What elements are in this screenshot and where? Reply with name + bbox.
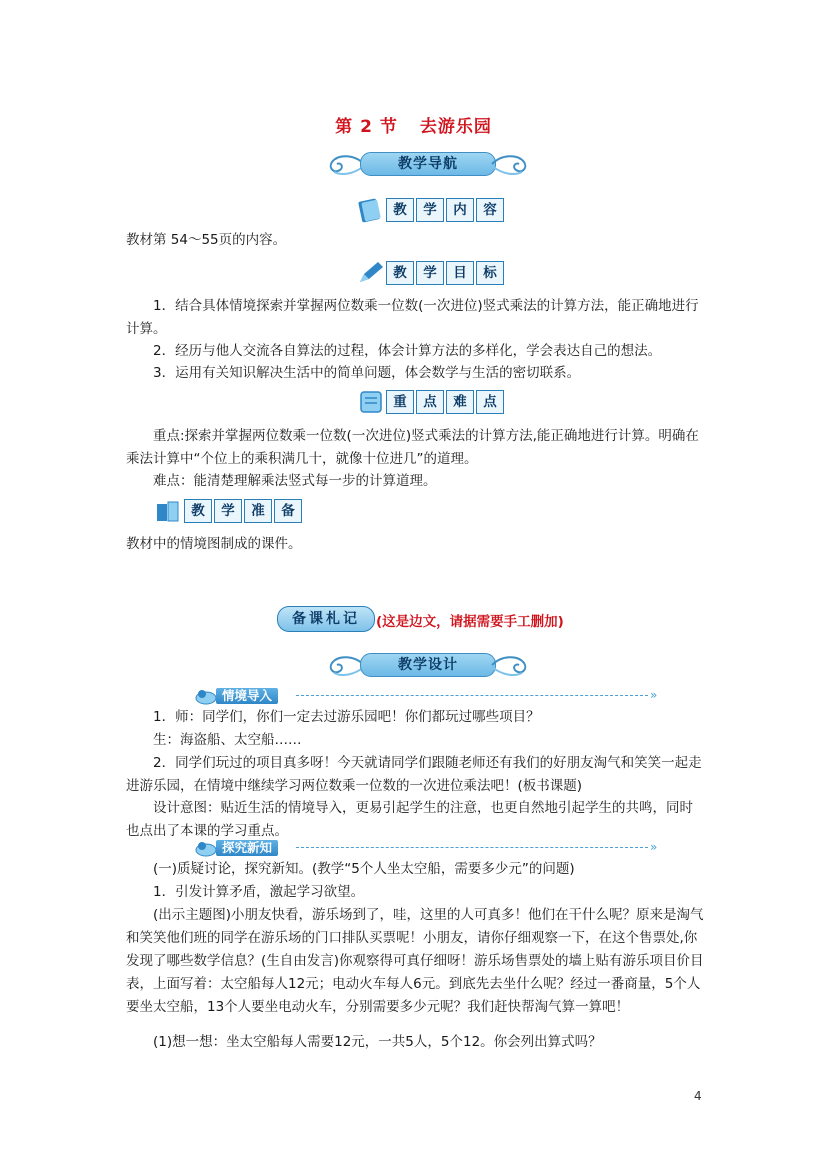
lesson-notes-tag: 备课札记 — [277, 606, 375, 632]
cloud-icon — [194, 838, 218, 858]
dashed-line — [296, 695, 648, 696]
tag-label: 情境导入 — [216, 688, 278, 704]
scroll-curl-right-icon — [490, 150, 532, 178]
ribbon-teaching-design — [324, 649, 532, 681]
prep-paragraph: 教材中的情境图制成的课件。 — [126, 536, 302, 552]
scroll-curl-right-icon — [490, 651, 532, 679]
explore-line: (一)质疑讨论，探究新知。(教学“5个人坐太空船，需要多少元”的问题) — [153, 861, 575, 877]
header-char: 学 — [214, 499, 242, 523]
section-tag-intro — [194, 686, 668, 706]
content-paragraph: 教材第 54～55页的内容。 — [126, 232, 287, 248]
double-arrow-icon: » — [650, 840, 658, 854]
header-char: 目 — [446, 261, 474, 285]
page-title — [0, 112, 827, 137]
margin-note: (这是边文，请据需要手工删加) — [376, 614, 564, 630]
header-char: 内 — [446, 198, 474, 222]
goal-item: 2．经历与他人交流各自算法的过程，体会计算方法的多样化，学会表达自己的想法。 — [153, 343, 662, 359]
header-char: 学 — [416, 198, 444, 222]
book-icon — [356, 197, 386, 223]
page-number: 4 — [694, 1089, 702, 1103]
ribbon-label: 教学导航 — [360, 152, 496, 176]
section-name: 去游乐园 — [419, 117, 492, 137]
intro-line: 2．同学们玩过的项目真多呀！今天就请同学们跟随老师还有我们的好朋友淘气和笑笑一起走进游乐园，在情境中继续学习两位数乘一位数的一次进位乘法吧！(板书课题) — [126, 755, 702, 794]
section-tag-explore — [194, 838, 668, 858]
pencil-icon — [356, 260, 386, 286]
header-char: 备 — [274, 499, 302, 523]
books-icon — [154, 498, 184, 524]
design-intent: 设计意图：贴近生活的情境导入，更易引起学生的注意，也更自然地引起学生的共鸣，同时也点出了本课的学习重点。 — [126, 800, 693, 839]
key-point: 重点:探索并掌握两位数乘一位数(一次进位)竖式乘法的计算方法,能正确地进行计算。明确在乘法计算中“个位上的乘积满几十，就像十位进几”的道理。 — [126, 428, 699, 467]
header-char: 准 — [244, 499, 272, 523]
header-char: 重 — [386, 390, 414, 414]
header-char: 难 — [446, 390, 474, 414]
goal-item: 1．结合具体情境探索并掌握两位数乘一位数(一次进位)竖式乘法的计算方法，能正确地进行计算。 — [126, 298, 699, 337]
dashed-line — [296, 847, 648, 848]
explore-line: 1．引发计算矛盾，激起学习欲望。 — [153, 884, 365, 900]
notebook-icon — [356, 389, 386, 415]
ribbon-teaching-guide — [324, 148, 532, 180]
header-char: 教 — [386, 198, 414, 222]
header-char: 点 — [416, 390, 444, 414]
intro-line: 1．师：同学们，你们一定去过游乐园吧！你们都玩过哪些项目？ — [153, 709, 540, 725]
goal-item: 3．运用有关知识解决生活中的简单问题，体会数学与生活的密切联系。 — [153, 365, 581, 381]
double-arrow-icon: » — [650, 688, 658, 702]
header-char: 容 — [476, 198, 504, 222]
header-char: 教 — [386, 261, 414, 285]
ribbon-label: 教学设计 — [360, 653, 496, 677]
explore-paragraph: (出示主题图)小朋友快看，游乐场到了，哇，这里的人可真多！他们在干什么呢？原来是淘气和笑笑他们班的同学在游乐场的门口排队买票呢！小朋友，请你仔细观察一下，在这个售票处,你发现了哪些数学信息？(生自由发言)你观察得可真仔细呀！游乐场售票处的墙上贴有游乐项目价目表，上面写着：太空船每人12元；电动火车每人6元。到底先去坐什么呢？经过一番商量，5个人要坐太空船，13个人要坐电动火车，分别需要多少元呢？我们赶快帮淘气算一算吧！ — [126, 907, 704, 1015]
header-char: 点 — [476, 390, 504, 414]
difficult-point: 难点：能清楚理解乘法竖式每一步的计算道理。 — [153, 473, 437, 489]
intro-line: 生：海盗船、太空船…… — [153, 732, 302, 748]
header-char: 标 — [476, 261, 504, 285]
tag-label: 探究新知 — [216, 840, 278, 856]
cloud-icon — [194, 686, 218, 706]
explore-line: (1)想一想：坐太空船每人需要12元，一共5人，5个12。你会列出算式吗？ — [153, 1034, 602, 1050]
section-number: 第 2 节 — [335, 117, 398, 137]
header-char: 教 — [184, 499, 212, 523]
header-char: 学 — [416, 261, 444, 285]
